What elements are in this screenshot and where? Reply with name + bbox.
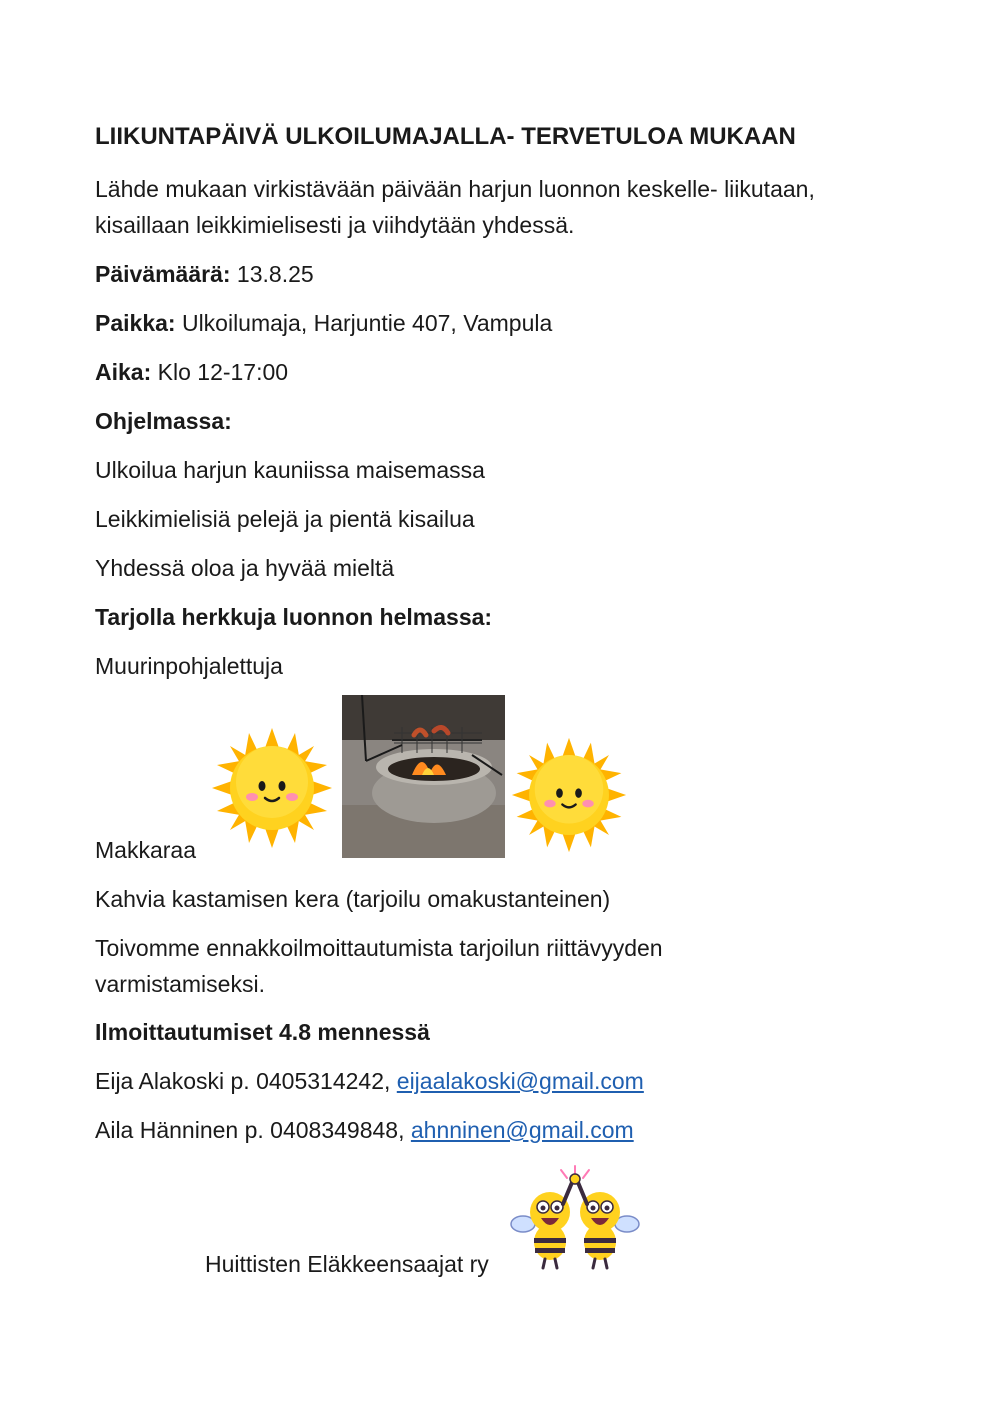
contact-text: Aila Hänninen p. 0408349848, (95, 1117, 411, 1143)
time-row (95, 355, 288, 389)
program-item: Leikkimielisiä pelejä ja pientä kisailua (95, 506, 475, 532)
registration-heading: Ilmoittautumiset 4.8 mennessä (95, 1019, 430, 1045)
intro-line-2: kisaillaan leikkimielisesti ja viihdytään yhdessä. (95, 212, 575, 238)
note-line-1: Toivomme ennakkoilmoittautumista tarjoilun riittävyyden (95, 935, 663, 961)
sun-emoji-icon (510, 736, 628, 854)
email-link[interactable]: ahnninen@gmail.com (410, 1117, 634, 1143)
place-value: Ulkoilumaja, Harjuntie 407, Vampula (175, 310, 553, 336)
email-link[interactable]: eijaalakoski@gmail.com (396, 1068, 644, 1094)
date-row (95, 257, 314, 291)
note-line-2: varmistamiseksi. (95, 971, 265, 997)
time-label: Aika: (95, 359, 152, 385)
contact-row (95, 1064, 644, 1098)
treat-item: Makkaraa (95, 837, 196, 863)
fire-pit-photo (342, 695, 505, 858)
contact-text: Eija Alakoski p. 0405314242, (95, 1068, 397, 1094)
program-item: Ulkoilua harjun kauniissa maisemassa (95, 457, 485, 483)
treat-item: Kahvia kastamisen kera (tarjoilu omakustanteinen) (95, 886, 611, 912)
contact-row (95, 1113, 634, 1147)
time-value: Klo 12-17:00 (151, 359, 289, 385)
place-label: Paikka: (95, 310, 176, 336)
place-row (95, 306, 552, 340)
program-item: Yhdessä oloa ja hyvää mieltä (95, 555, 395, 581)
signature: Huittisten Eläkkeensaajat ry (205, 1251, 489, 1277)
treats-heading: Tarjolla herkkuja luonnon helmassa: (95, 604, 493, 630)
treat-item: Muurinpohjalettuja (95, 653, 283, 679)
flyer-title: LIIKUNTAPÄIVÄ ULKOILUMAJALLA- TERVETULOA MUKAAN (95, 123, 796, 150)
sun-emoji-icon (210, 726, 334, 850)
date-value: 13.8.25 (230, 261, 314, 287)
date-label: Päivämäärä: (95, 261, 231, 287)
intro-line-1: Lähde mukaan virkistävään päivään harjun luonnon keskelle- liikutaan, (95, 176, 815, 202)
high-five-bees-icon (505, 1162, 645, 1272)
program-heading: Ohjelmassa: (95, 408, 232, 434)
